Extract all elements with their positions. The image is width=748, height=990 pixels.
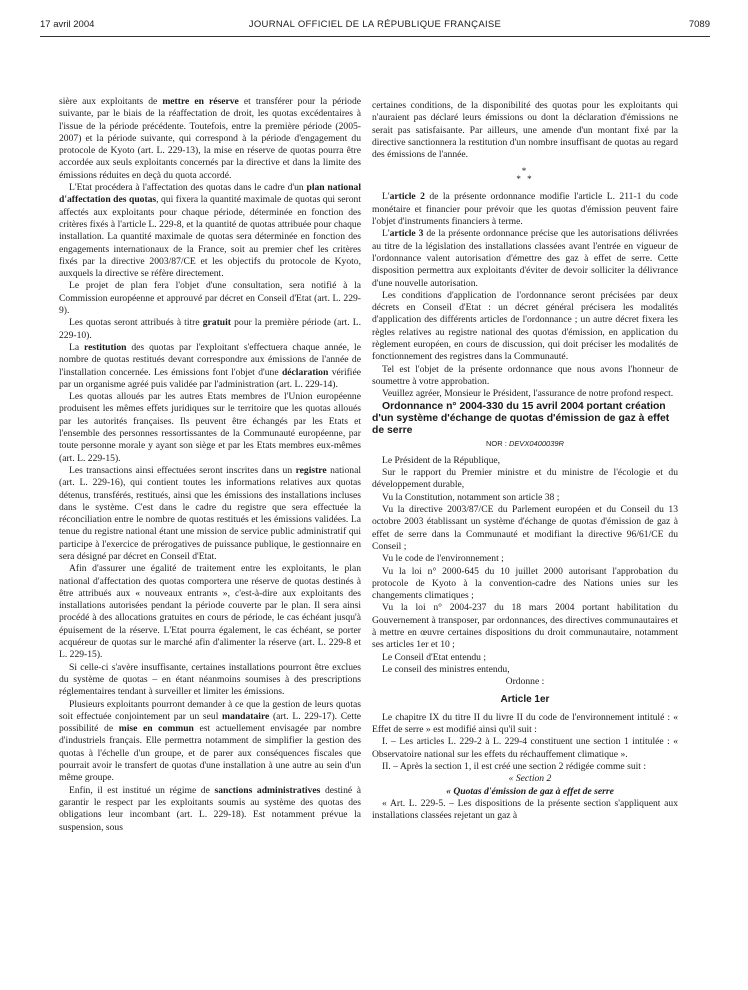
- nor-reference: [372, 438, 678, 450]
- separator-star: *: [521, 166, 529, 177]
- article-1-paragraph: Le chapitre IX du titre II du livre II du code de l'environnement intitulé : « Effet de serre » est modifié ainsi qu'il suit :: [372, 711, 678, 736]
- visa-line: Vu la Constitution, notamment son article 38 ;: [382, 491, 560, 503]
- ordonnance-title: Ordonnance n° 2004-330 du 15 avril 2004 portant création d'un système d'échange de quotas d'émission de gaz à effet de serre: [372, 400, 670, 436]
- text-run: Tel est l'objet de la présente ordonnance que nous avons l'honneur de soumettre à votre approbation.: [372, 363, 678, 387]
- text-run: Les quotas seront attribués à titre: [69, 317, 203, 329]
- text-run: déclaration: [281, 366, 329, 378]
- paragraph: [59, 391, 361, 465]
- paragraph: [59, 699, 361, 785]
- paragraph: [59, 342, 361, 391]
- header-date: 17 avril 2004: [40, 19, 95, 30]
- article-1-body: [372, 712, 678, 773]
- text-run: , qui fixera la quantité maximale de quotas qui seront affectés aux exploitants pour chaque période, déterminée en fonction des critères fixés à l'article L. 229-8, et la quantité de quotas attribuée pour chaque installation. La quantité maximale de quotas sera déterminée en fonction des engagements internationaux de la France, soit au premier chef les critères fixés par la directive 2003/87/CE et les objectifs du protocole de Kyoto, auxquels la directive se réfère directement.: [59, 194, 361, 280]
- text-run: gratuit: [202, 317, 231, 329]
- left-column: [59, 96, 361, 834]
- visa-line: Vu la loi n° 2004-237 du 18 mars 2004 portant habilitation du Gouvernement à transposer, par ordonnances, des directives communautaires et à mettre en œuvre certaines dispositions du droit communautaire, notamment ses articles 1er et 10 ;: [372, 602, 678, 651]
- text-run: national (art. L. 229-16), qui contient toutes les informations relatives aux quotas détenus, transférés, restitués, ainsi que les émissions des installations incluses dans le système. C'est dans le cadre du registre que sera effectuée la réconciliation entre le nombre de quotas restitués et les émissions validées. La tenue du registre national étant une mission de service public administratif qui participe à l'exercice de prérogatives de puissance publique, le gestionnaire en sera désigné par décret en Conseil d'Etat.: [59, 464, 361, 562]
- page-header: [40, 16, 710, 32]
- visa-line: Le Conseil d'Etat entendu ;: [382, 651, 487, 663]
- paragraph: [59, 662, 361, 699]
- separator-stars: [372, 167, 678, 183]
- text-run: vérifiée par un organisme agréé puis validée par l'administration (art. L. 229-14).: [59, 366, 361, 390]
- visa-line: Le conseil des ministres entendu,: [382, 663, 510, 675]
- text-run: L': [382, 191, 390, 203]
- section-2-title: « Section 2: [508, 773, 552, 785]
- paragraph: [372, 290, 678, 364]
- text-run: Enfin, il est institué un régime de: [69, 784, 215, 796]
- right-column-paragraphs: [372, 191, 678, 400]
- text-run: Les conditions d'application de l'ordonnance seront précisées par deux décrets en Conseil d'Etat : un décret général précisera les modalités d'application des différents articles de l'ordonnance ; un autre décret fixera les règles relatives au registre national des quotas d'émission, en application du règlement européen, en cours de discussion, qui doit préciser les modalités de fonctionnement des registres dans la Communauté.: [372, 289, 678, 363]
- text-run: mise en commun: [118, 723, 194, 735]
- text-run: pour la première période (art. L. 229-10).: [59, 317, 361, 341]
- paragraph: [59, 465, 361, 563]
- visa-line: Sur le rapport du Premier ministre et du ministre de l'écologie et du développement durable,: [372, 467, 678, 491]
- visa-line: Vu la loi n° 2000-645 du 10 juillet 2000 autorisant l'approbation du protocole de Kyoto à la convention-cadre des Nations unies sur les changements climatiques ;: [372, 565, 678, 602]
- text-run: destiné à garantir le respect par les exploitants soumis au système des quotas des obligations leur incombant (art. L. 229-18). Est notamment prévue la suspension, sous: [59, 784, 362, 833]
- text-run: Plusieurs exploitants pourront demander à ce que la gestion de leurs quotas soit effectuée conjointement par un seul: [59, 698, 361, 722]
- header-rule: [40, 36, 710, 37]
- text-run: est actuellement envisagée par nombre d'industriels français. Elle permettra notamment de simplifier la gestion des quotas à l'échelle d'un groupe, et de parer aux conséquences fiscales que pourrait avoir le transfert de quotas d'une installation à une autre au sein d'un même groupe.: [59, 723, 362, 784]
- text-run: La: [69, 341, 85, 353]
- page-number: 7089: [688, 19, 710, 30]
- text-run: Veuillez agréer, Monsieur le Président, l'assurance de notre profond respect.: [382, 388, 674, 400]
- paragraph: [59, 280, 361, 317]
- paragraph: [372, 228, 678, 289]
- article-1-paragraph: I. – Les articles L. 229-2 à L. 229-4 constituent une section 1 intitulée : « Observatoire national sur les effets du réchauffement climatique ».: [372, 736, 678, 760]
- ordonne-line: Ordonne :: [505, 676, 545, 688]
- right-column-top: [372, 100, 678, 161]
- paragraph: [59, 96, 361, 182]
- text-run: Afin d'assurer une égalité de traitement entre les exploitants, le plan national d'affectation des quotas comportera une réserve de quotas destinés à être attribués aux « nouveaux entrants », c'est-à-dire aux exploitants des installations autorisées pendant la période couverte par le plan. Il sera ainsi procédé à des allocations gratuites en cours de période, le cas échéant jusqu'à épuisement de la réserve. L'Etat pourra également, le cas échéant, se porter acquéreur de quotas sur le marché afin d'alimenter la réserve (art. L. 229-8 et L. 229-15).: [59, 563, 361, 661]
- paragraph: [59, 785, 361, 834]
- right-column: [372, 100, 678, 822]
- text-run: L': [382, 228, 390, 240]
- visa-line: Le Président de la République,: [382, 454, 501, 466]
- text-run: plan national d'affectation des quotas: [59, 182, 361, 206]
- article-1-paragraph: II. – Après la section 1, il est créé une section 2 rédigée comme suit :: [382, 760, 647, 772]
- text-run: article 3: [389, 228, 424, 240]
- text-run: certaines conditions, de la disponibilité des quotas pour les exploitants qui n'auraient pas déclaré leurs émissions ou dont la déclaration d'émissions ne serait pas satisfaisante. Par ailleurs, une amende d'un montant fixé par la directive sanctionnera la restitution d'un nombre insuffisant de quotas au regard des émissions de l'année.: [372, 100, 678, 161]
- paragraph: [372, 388, 678, 400]
- visa-line: Vu le code de l'environnement ;: [382, 553, 504, 565]
- visas: [372, 455, 678, 676]
- text-run: de la présente ordonnance modifie l'article L. 211-1 du code monétaire et financier pour prévoir que les quotas d'émission peuvent faire l'objet d'instruments financiers à terme.: [372, 191, 678, 228]
- text-run: (art. L. 229-17). Cette possibilité de: [59, 710, 361, 735]
- text-run: Le projet de plan fera l'objet d'une consultation, sera notifié à la Commission européenne et approuvé par décret en Conseil d'Etat (art. L. 229-9).: [59, 280, 361, 317]
- paragraph: [372, 100, 678, 161]
- paragraph: [59, 182, 361, 280]
- text-run: Si celle-ci s'avère insuffisante, certaines installations pourront être exclues du système de quotas – en étant néanmoins soumises à des prescriptions réglementaires tendant à surveiller et limiter les émissions.: [59, 661, 361, 698]
- text-run: sière aux exploitants de: [59, 96, 163, 107]
- text-run: des quotas par l'exploitant s'effectuera chaque année, le nombre de quotas restitués devant correspondre aux émissions de l'année de l'installation concernée. Les émissions font l'objet d'une: [59, 341, 361, 378]
- text-run: Les transactions ainsi effectuées seront inscrites dans un: [69, 464, 296, 476]
- article-l229-5: « Art. L. 229-5. – Les dispositions de la présente section s'appliquent aux installations classées rejetant un gaz à: [372, 797, 678, 822]
- text-run: Les quotas alloués par les autres Etats membres de l'Union européenne produisent les mêmes effets juridiques sur le territoire que les quotas alloués par les autorités françaises. Ils peuvent être échangés par les Etats et l'ensemble des personnes ressortissantes de la Communauté européenne, par toute personne morale y ayant son siège et par les Etats membres eux-mêmes (art. L. 229-15).: [59, 391, 361, 464]
- text-run: article 2: [389, 191, 425, 203]
- paragraph: [59, 563, 361, 661]
- text-run: de la présente ordonnance précise que les autorisations délivrées au titre de la législation des installations classées avant l'entrée en vigueur de l'ordonnance valent autorisation d'émettre des gaz à effet de serre. Cette disposition permettra aux exploitants d'éviter de devoir solliciter la délivrance d'une nouvelle autorisation.: [372, 228, 678, 289]
- text-run: sanctions administratives: [214, 784, 321, 796]
- text-run: mandataire: [222, 710, 270, 722]
- section-2-subtitle: « Quotas d'émission de gaz à effet de serre: [446, 785, 614, 797]
- visa-line: Vu la directive 2003/87/CE du Parlement européen et du Conseil du 13 octobre 2003 établissant un système d'échange de quotas d'émission de gaz à effet de serre dans la Communauté et modifiant la directive 96/61/CE du Conseil ;: [372, 504, 678, 552]
- text-run: registre: [295, 464, 327, 476]
- text-run: L'Etat procédera à l'affectation des quotas dans le cadre d'un: [69, 182, 307, 194]
- journal-title: JOURNAL OFFICIEL DE LA RÉPUBLIQUE FRANÇAISE: [248, 19, 502, 30]
- nor-code: DEVX0400039R: [508, 438, 564, 448]
- paragraph: [59, 317, 361, 342]
- text-run: restitution: [84, 341, 127, 353]
- nor-label: NOR :: [486, 438, 507, 448]
- paragraph: [372, 191, 678, 228]
- text-run: et transférer pour la période suivante, par le biais de la réaffectation de droit, les quotas excédentaires à l'issue de la période précédente. Toutefois, entre la première période (2005-2007) et la période suivante, qui correspond à la période d'engagement du protocole de Kyoto (art. L. 229-13), la mise en réserve de quotas pourra être accordée aux seuls exploitants concernés par la directive et dans la limite des émissions réduites en deçà du quota accordé.: [59, 96, 361, 181]
- article-1-title: Article 1er: [500, 694, 550, 706]
- text-run: mettre en réserve: [162, 96, 239, 107]
- paragraph: [372, 364, 678, 389]
- separator-star-pair: * *: [516, 174, 534, 185]
